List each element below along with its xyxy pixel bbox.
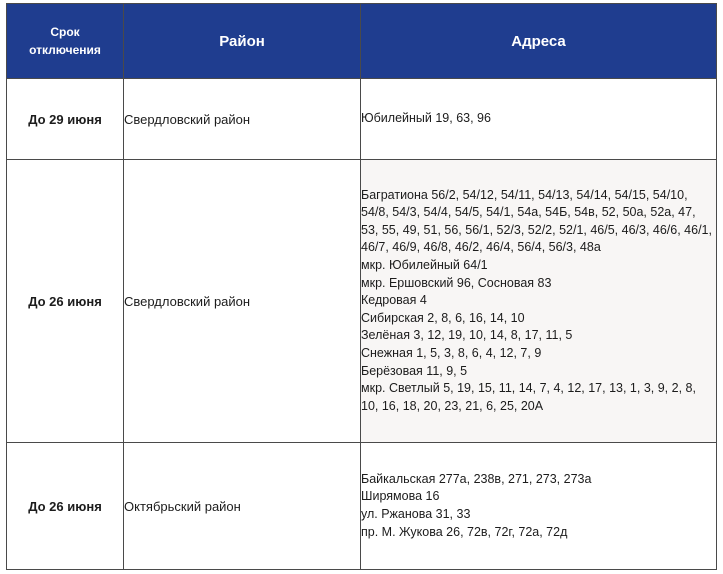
- deadline-cell: До 29 июня: [7, 79, 124, 160]
- district-cell: Октябрьский район: [124, 443, 361, 570]
- table-row: [7, 443, 717, 570]
- district-cell: Свердловский район: [124, 160, 361, 443]
- table-row: [7, 79, 717, 160]
- deadline-cell: До 26 июня: [7, 160, 124, 443]
- address-line: пр. М. Жукова 26, 72в, 72г, 72а, 72д: [361, 524, 568, 539]
- header-deadline: [7, 4, 124, 79]
- address-line: мкр. Юбилейный 64/1: [361, 258, 488, 273]
- district-cell: Свердловский район: [124, 79, 361, 160]
- outage-schedule-table: [6, 3, 717, 570]
- address-line: Сибирская 2, 8, 6, 16, 14, 10: [361, 310, 525, 325]
- address-line: Байкальская 277а, 238в, 271, 273, 273а: [361, 471, 592, 486]
- header-deadline-line1: Срок: [50, 25, 80, 39]
- addresses-cell: [361, 443, 717, 570]
- header-row: [7, 4, 717, 79]
- address-line: Берёзовая 11, 9, 5: [361, 363, 468, 378]
- table-body: [7, 79, 717, 570]
- address-line: мкр. Светлый 5, 19, 15, 11, 14, 7, 4, 12, 17, 13, 1, 3, 9, 2, 8, 10, 16, 18, 20, 23, 21, 6, 25, 20А: [361, 381, 696, 413]
- table-row: [7, 160, 717, 443]
- addresses-cell: [361, 79, 717, 160]
- table-header: [7, 4, 717, 79]
- address-line: Снежная 1, 5, 3, 8, 6, 4, 12, 7, 9: [361, 345, 542, 360]
- address-line: Кедровая 4: [361, 293, 427, 308]
- address-line: ул. Ржанова 31, 33: [361, 507, 471, 521]
- address-line: Юбилейный 19, 63, 96: [361, 111, 491, 126]
- header-district: Район: [124, 4, 361, 79]
- deadline-cell: До 26 июня: [7, 443, 124, 570]
- addresses-cell: [361, 160, 717, 443]
- address-line: Ширямова 16: [361, 489, 440, 504]
- header-addresses: Адреса: [361, 4, 717, 79]
- address-line: мкр. Ершовский 96, Сосновая 83: [361, 275, 552, 290]
- address-line: Багратиона 56/2, 54/12, 54/11, 54/13, 54/14, 54/15, 54/10, 54/8, 54/3, 54/4, 54/5, 54/1, 54а, 54Б, 54в, 52, 50а, 52а, 47, 53, 55, 49, 51, 56, 56/1, 52/3, 52/2, 52/1, 46/5, 46/3, 46/6, 46/1, 46/7, 46/9, 46/8, 46/2, 46/4, 56/4, 56/3, 48а: [361, 187, 712, 255]
- header-deadline-line2: отключения: [29, 43, 101, 57]
- address-line: Зелёная 3, 12, 19, 10, 14, 8, 17, 11, 5: [361, 328, 573, 343]
